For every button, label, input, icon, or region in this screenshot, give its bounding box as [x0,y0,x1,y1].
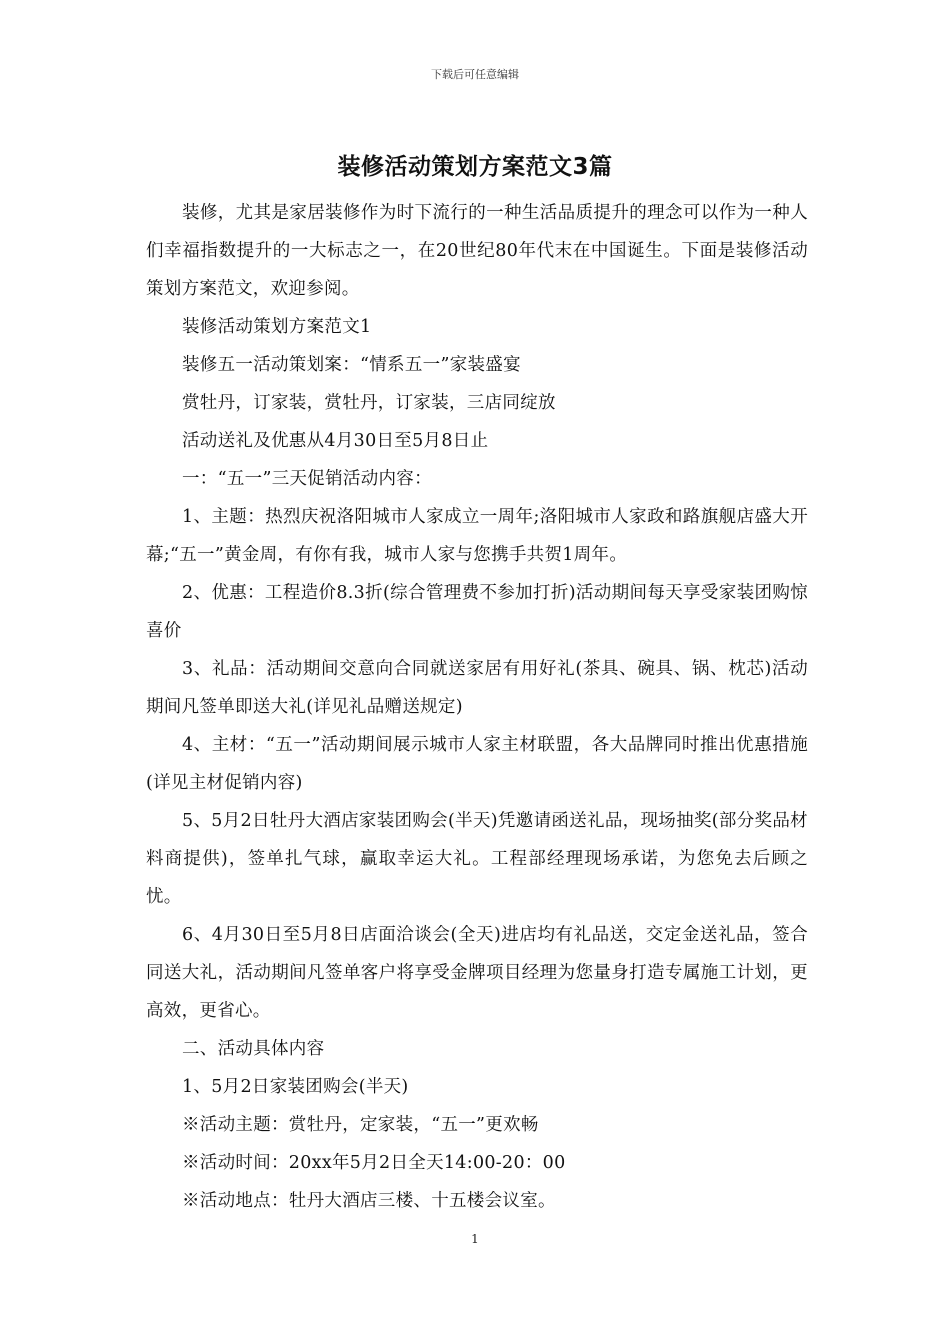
page-number: 1 [471,1232,479,1246]
page-header-note: 下载后可任意编辑 [431,68,519,81]
paragraph-subheading: 1、5月2日家装团购会(半天) [182,1077,409,1097]
paragraph-heading-one: 一：“五一”三天促销活动内容： [182,469,432,489]
paragraph-plan-name: 装修五一活动策划案：“情系五一”家装盛宴 [182,355,521,375]
paragraph-period: 活动送礼及优惠从4月30日至5月8日止 [182,431,489,451]
paragraph-event-time: ※活动时间：20xx年5月2日全天14:00-20：00 [182,1153,566,1173]
paragraph-section-title: 装修活动策划方案范文1 [182,317,372,337]
paragraph-event-theme: ※活动主题：赏牡丹，定家装，“五一”更欢畅 [182,1115,539,1135]
paragraph-item-discount: 2、优惠：工程造价8.3折(综合管理费不参加打折)活动期间每天享受家装团购惊喜价 [146,583,808,641]
paragraph-item-gifts: 3、礼品：活动期间交意向合同就送家居有用好礼(茶具、碗具、锅、枕芯)活动期间凡签单即送大礼(详见礼品赠送规定) [146,659,808,717]
document-body [146,194,808,1220]
paragraph-item-theme: 1、主题：热烈庆祝洛阳城市人家成立一周年;洛阳城市人家政和路旗舰店盛大开幕;“五一”黄金周，有你有我，城市人家与您携手共贺1周年。 [146,507,808,565]
paragraph-item-group-buy: 5、5月2日牡丹大酒店家装团购会(半天)凭邀请函送礼品，现场抽奖(部分奖品材料商提供)，签单扎气球，赢取幸运大礼。工程部经理现场承诺，为您免去后顾之忧。 [146,811,808,907]
paragraph-slogan: 赏牡丹，订家装，赏牡丹，订家装，三店同绽放 [182,393,556,413]
document-title: 装修活动策划方案范文3篇 [337,154,613,180]
paragraph-item-store-talks: 6、4月30日至5月8日店面洽谈会(全天)进店均有礼品送，交定金送礼品，签合同送大礼，活动期间凡签单客户将享受金牌项目经理为您量身打造专属施工计划，更高效，更省心。 [146,925,808,1021]
paragraph-intro: 装修，尤其是家居装修作为时下流行的一种生活品质提升的理念可以作为一种人们幸福指数提升的一大标志之一，在20世纪80年代末在中国诞生。下面是装修活动策划方案范文，欢迎参阅。 [146,203,808,299]
paragraph-heading-two: 二、活动具体内容 [182,1039,325,1059]
paragraph-item-materials: 4、主材：“五一”活动期间展示城市人家主材联盟，各大品牌同时推出优惠措施(详见主材促销内容) [146,735,808,793]
paragraph-event-location: ※活动地点：牡丹大酒店三楼、十五楼会议室。 [182,1191,556,1211]
